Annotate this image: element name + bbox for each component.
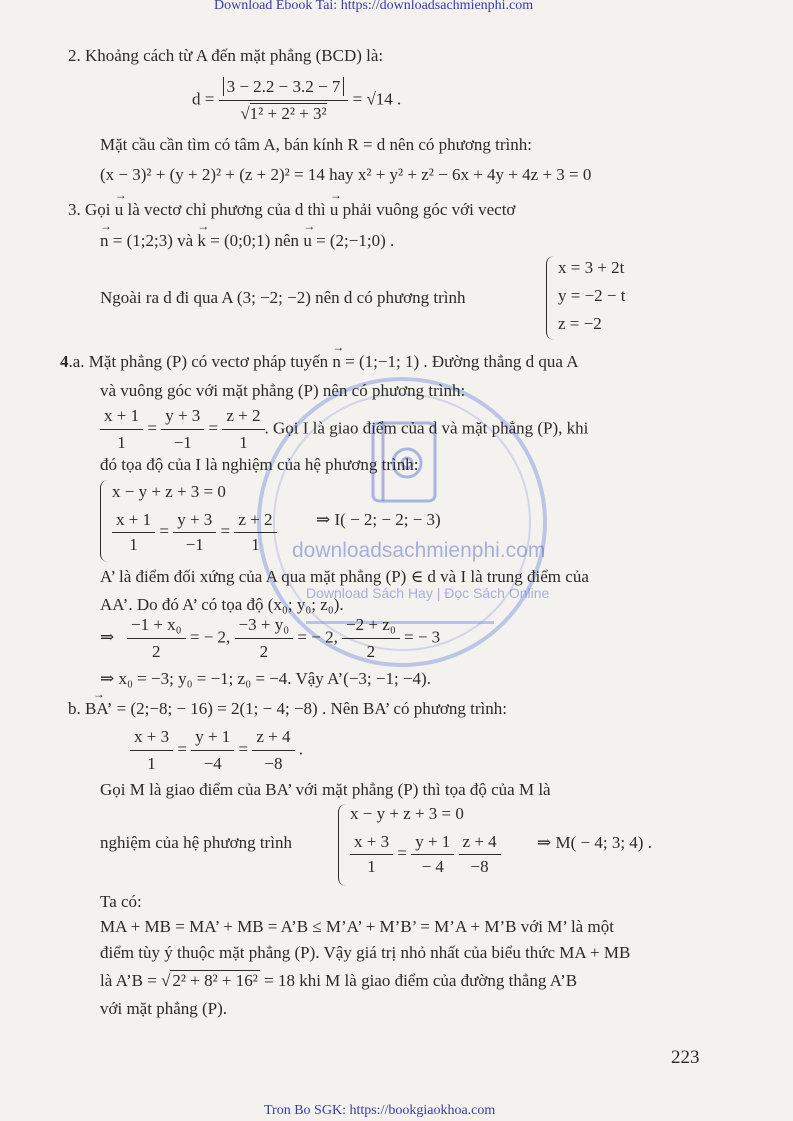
s4-A-prime: ⇒ x₀ = −3; y₀ = −1; z₀ = −4. Vậy A’(−3; −1; −4). (100, 669, 431, 688)
s4b-t1: Ta có: (100, 892, 142, 911)
s4-line1: 4.a. Mặt phẳng (P) có vectơ pháp tuyến → n = (1;−1; 1) . Đường thẳng d qua A (60, 351, 579, 373)
s3-line3: Ngoài ra d đi qua A (3; −2; −2) nên d có phương trình (100, 288, 466, 307)
s2-sphere-equation: (x − 3)² + (y + 2)² + (z + 2)² = 14 hay x² + y² + z² − 6x + 4y + 4z + 3 = 0 (100, 165, 592, 184)
watermark-tagline: Download Sách Hay | Đọc Sách Online (306, 585, 550, 601)
s4-line2: và vuông góc với mặt phẳng (P) nên có phương trình: (100, 381, 466, 400)
s4b-t3: điểm tùy ý thuộc mặt phẳng (P). Vậy giá trị nhỏ nhất của biểu thức MA + MB (100, 943, 631, 962)
s2-intro: 2. Khoảng cách từ A đến mặt phẳng (BCD) là: (68, 46, 384, 65)
s4b-t4: là A’B = √ 2² + 8² + 16² = 18 khi M là giao điểm của đường thẳng A’B (100, 971, 578, 990)
s3-line1: 3. Gọi → u là vectơ chỉ phương của d thì → u phải vuông góc với vectơ (68, 199, 515, 221)
s4b-line1: b. → BA’ = (2;−8; − 16) = 2(1; − 4; −8) . Nên BA’ có phương trình: (68, 698, 507, 720)
s4-I-result: ⇒ I( − 2; − 2; − 3) (316, 510, 441, 529)
header-link[interactable]: Download Ebook Tai: https://downloadsachmienphi.com (214, 0, 534, 13)
s4b-system: x − y + z + 3 = 0 $\frac{x + 3}{1}$ = $\frac{y + 1}{- 4}$ $\frac{z + 4}{-8}$ (338, 804, 538, 886)
s4b-M-result: ⇒ M( − 4; 3; 4) . (537, 833, 652, 852)
s4b-line-equation: $\frac{x + 3}{1}$ = $\frac{y + 1}{-4}$ = $\frac{z + 4}{-8}$ . (130, 726, 303, 775)
s4-line5: A’ là điểm đối xứng của A qua mặt phẳng (P) ∈ d và I là trung điểm của (100, 567, 589, 586)
s3-param-system: x = 3 + 2t y = −2 − t z = −2 (546, 256, 656, 340)
s4-midpoint-equations: ⇒ $\frac{\text{−1 + x₀}}{2}$ = − 2, $\frac{\text{−3 + y₀}}{2}$ = − 2, $\frac{\text{−2 + z₀}}{2}$ = − 3 (100, 615, 441, 661)
s4b-m1: Gọi M là giao điểm của BA’ với mặt phẳng (P) thì tọa độ của M là (100, 780, 551, 799)
s3-line2: → n = (1;2;3) và → k = (0;0;1) nên → u = (2;−1;0) . (100, 230, 394, 252)
s4b-t2: MA + MB = MA’ + MB = A’B ≤ M’A’ + M’B’ = M’A + M’B với M’ là một (100, 917, 614, 936)
s4-line-equation: $\frac{x + 1}{1}$ = $\frac{y + 3}{-1}$ = $\frac{z + 2}{1}$ . Gọi I là giao điểm của d và mặt phẳng (P), khi (100, 405, 588, 454)
s2-distance-formula: d = $\frac{3 - 2.2 - 3.2 - 7}{\text{√1² + 2² + 3²}}$ = √14 . (192, 77, 402, 123)
s4-line6: AA’. Do đó A’ có tọa độ (x₀; y₀; z₀). (100, 595, 344, 614)
footer-link[interactable]: Tron Bo SGK: https://bookgiaokhoa.com (264, 1103, 496, 1118)
s4-line4: đó tọa độ của I là nghiệm của hệ phương trình: (100, 455, 419, 474)
s4b-t5: với mặt phẳng (P). (100, 999, 228, 1018)
page-number: 223 (671, 1047, 700, 1068)
watermark-site: downloadsachmienphi.com (292, 539, 546, 562)
s4b-m2: nghiệm của hệ phương trình (100, 833, 292, 852)
s2-sphere-text: Mặt cầu cần tìm có tâm A, bán kính R = d nên có phương trình: (100, 135, 532, 154)
s4-intersection-system: x − y + z + 3 = 0 $\frac{x + 1}{1}$ = $\frac{y + 3}{-1}$ = $\frac{z + 2}{1}$ (100, 480, 520, 562)
